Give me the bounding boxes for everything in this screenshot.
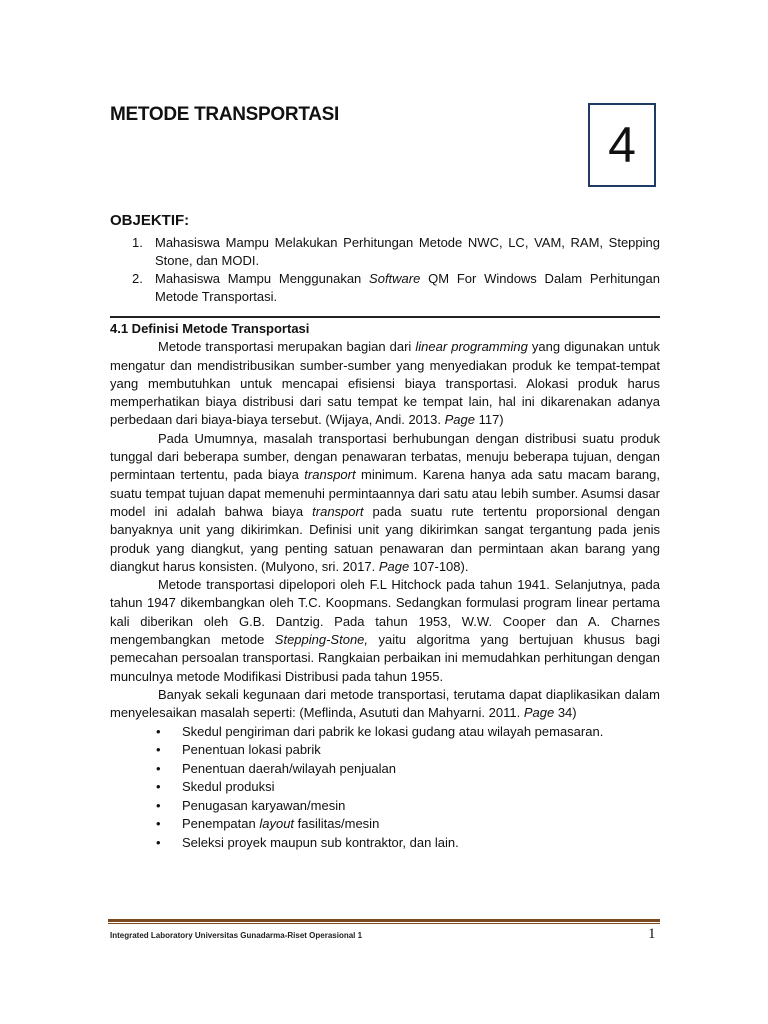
bullet-icon: • xyxy=(156,797,161,813)
list-item: • Seleksi proyek maupun sub kontraktor, dan lain. xyxy=(110,834,660,853)
list-item: • Skedul produksi xyxy=(110,778,660,797)
chapter-number-box xyxy=(588,103,656,187)
chapter-number: 4 xyxy=(608,117,636,173)
objektif-heading: OBJEKTIF: xyxy=(110,212,190,229)
objektif-list xyxy=(110,234,660,306)
divider xyxy=(110,316,660,318)
footer-text: Integrated Laboratory Universitas Gunadarma-Riset Operasional 1 xyxy=(110,931,363,940)
bullet-icon: • xyxy=(156,779,161,795)
list-text: Mahasiswa Mampu Melakukan Perhitungan Metode NWC, LC, VAM, RAM, Stepping Stone, dan MODI. xyxy=(155,235,660,268)
list-number: 2. xyxy=(132,271,143,286)
bullet-icon: • xyxy=(156,834,161,850)
page-number: 1 xyxy=(648,926,656,942)
chapter-title: METODE TRANSPORTASI xyxy=(110,104,339,125)
paragraph: Banyak sekali kegunaan dari metode transportasi, terutama dapat diaplikasikan dalam menyelesaikan masalah seperti: (Meflinda, Asututi dan Mahyarni. 2011. Page 34) xyxy=(110,686,660,721)
bullet-icon: • xyxy=(156,742,161,758)
list-item xyxy=(110,270,660,306)
list-item: • Skedul pengiriman dari pabrik ke lokasi gudang atau wilayah pemasaran. xyxy=(110,723,660,742)
list-text: Mahasiswa Mampu Menggunakan Software QM For Windows Dalam Perhitungan Metode Transportasi. xyxy=(155,271,660,304)
bullet-icon: • xyxy=(156,816,161,832)
paragraph: Pada Umumnya, masalah transportasi berhubungan dengan distribusi suatu produk tunggal dari beberapa sumber, dengan penawaran terbatas, menuju beberapa tujuan, dengan permintaan tertentu, pada biaya transport minimum. Karena hanya ada satu macam barang, suatu tempat tujuan dapat memenuhi permintaannya dari satu atau lebih sumber. Asumsi dasar model ini adalah bahwa biaya transport pada suatu rute tertentu proporsional dengan banyaknya unit yang dikirimkan. Definisi unit yang dikirimkan sangat tergantung pada jenis produk yang diangkut, yang penting satuan penawaran dan permintaan akan barang yang diangkut harus konsisten. (Mulyono, sri. 2017. Page 107-108). xyxy=(110,430,660,574)
list-item: • Penentuan lokasi pabrik xyxy=(110,741,660,760)
list-item: • Penentuan daerah/wilayah penjualan xyxy=(110,760,660,779)
bullet-list xyxy=(110,723,660,853)
bullet-icon: • xyxy=(156,723,161,739)
list-item xyxy=(110,234,660,270)
list-number: 1. xyxy=(132,235,143,250)
list-item: • Penempatan layout fasilitas/mesin xyxy=(110,815,660,834)
paragraph: Metode transportasi dipelopori oleh F.L Hitchock pada tahun 1941. Selanjutnya, pada tahun 1947 dikembangkan oleh T.C. Koopmans. Sedangkan formulasi program linear pertama kali diberikan oleh G.B. Dantzig. Pada tahun 1953, W.W. Cooper dan A. Charnes mengembangkan metode Stepping-Stone, yaitu algoritma yang bertujuan khusus bagi pemecahan persoalan transportasi. Rangkaian perbaikan ini memudahkan perhitungan dengan munculnya metode Modifikasi Distribusi pada tahun 1955. xyxy=(110,577,660,684)
bullet-icon: • xyxy=(156,760,161,776)
section-heading: 4.1 Definisi Metode Transportasi xyxy=(110,321,310,336)
list-item: • Penugasan karyawan/mesin xyxy=(110,797,660,816)
footer-divider-thin xyxy=(108,923,660,924)
main-content xyxy=(110,320,660,852)
paragraph: Metode transportasi merupakan bagian dari linear programming yang digunakan untuk mengatur dan mendistribusikan sumber-sumber yang menyediakan produk ke tempat-tempat yang membutuhkan untuk mencapai efisiensi biaya transportasi. Alokasi produk harus memperhatikan biaya distribusi dari satu tempat ke tempat lain, hal ini dikarenakan adanya perbedaan dari biaya-biaya tersebut. (Wijaya, Andi. 2013. Page 117) xyxy=(110,339,660,428)
footer-divider xyxy=(108,919,660,922)
